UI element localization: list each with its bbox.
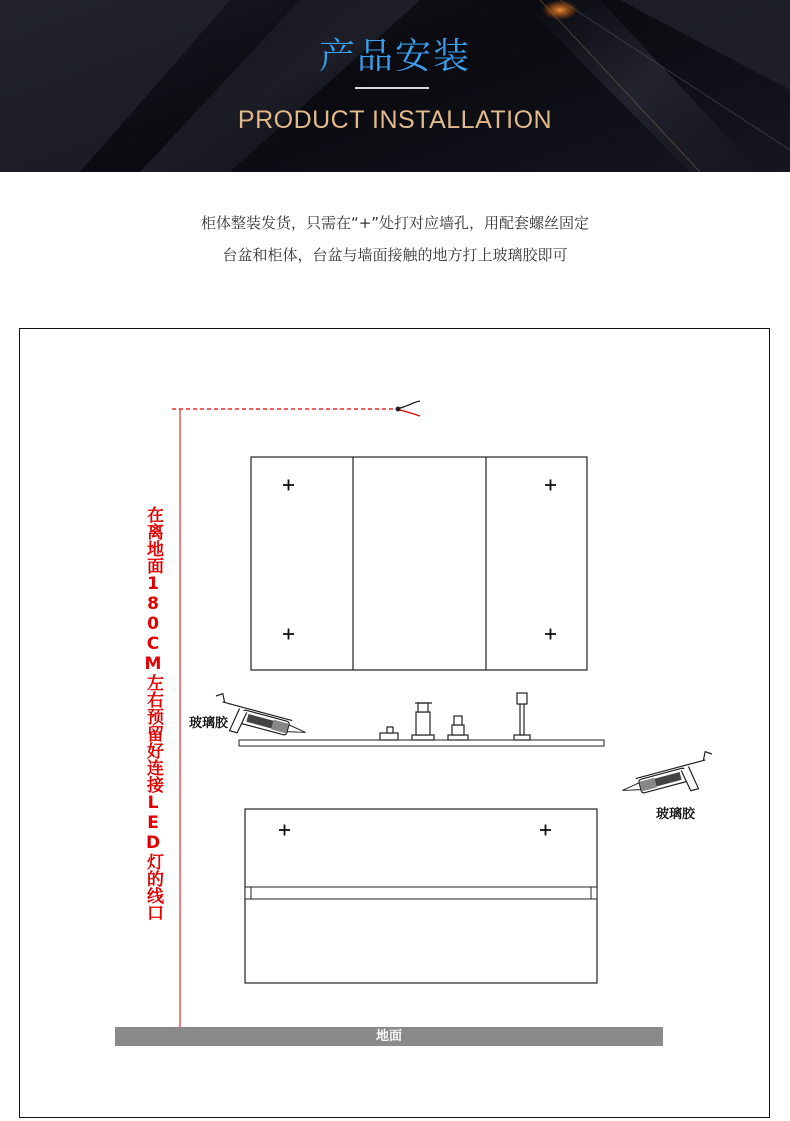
led-wire-outlet-icon xyxy=(396,401,421,416)
glue-label-right: 玻璃胶 xyxy=(656,807,696,822)
floor-label: 地面 xyxy=(375,1029,402,1044)
base-cabinet xyxy=(245,809,597,983)
description-line-1: 柜体整装发货，只需在“+”处打对应墙孔，用配套螺丝固定 xyxy=(200,214,590,232)
glue-gun-icon-right xyxy=(618,750,720,808)
page-title: 产品安装 xyxy=(318,36,471,77)
description-line-2: 台盆和柜体，台盆与墙面接触的地方打上玻璃胶即可 xyxy=(222,246,568,264)
glue-label-left: 玻璃胶 xyxy=(189,716,229,731)
page-subtitle: PRODUCT INSTALLATION xyxy=(237,106,553,134)
height-note: 在离地面180CM左右预留好连接LED灯的线口 xyxy=(143,506,163,921)
faucet-icon xyxy=(380,693,530,740)
basin-countertop xyxy=(239,740,604,746)
mirror-cabinet xyxy=(251,457,587,670)
